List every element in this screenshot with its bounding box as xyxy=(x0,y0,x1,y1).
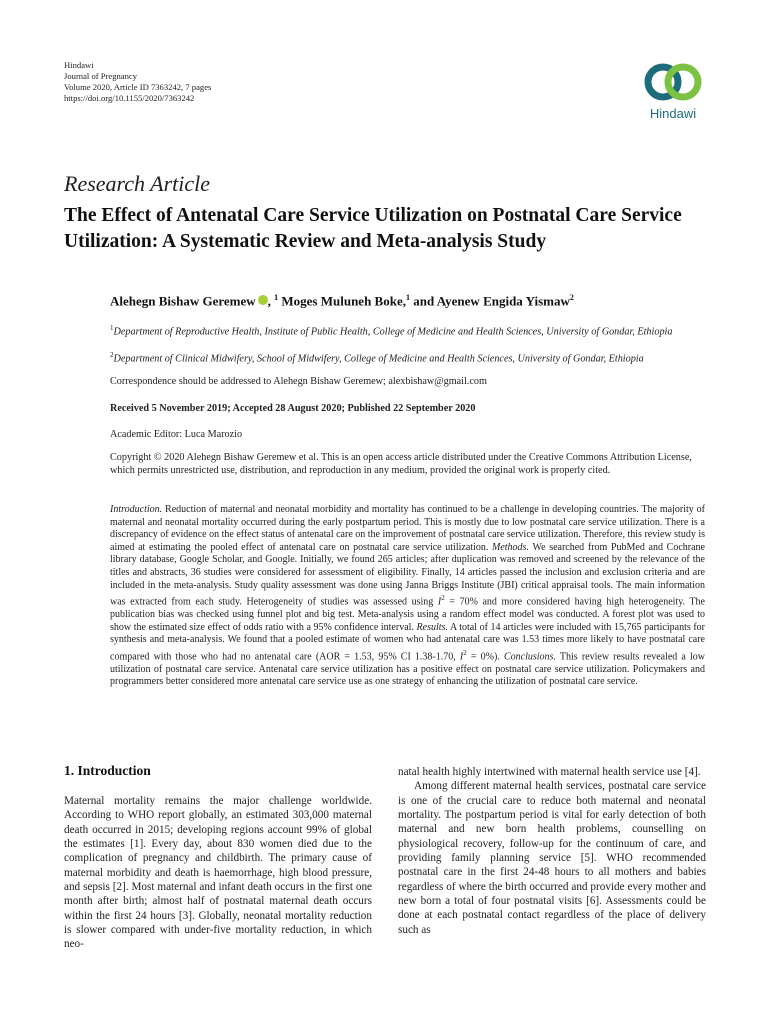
author-affiliation-mark: 1 xyxy=(274,293,279,302)
abstract-label: Results. xyxy=(416,621,448,633)
volume-info: Volume 2020, Article ID 7363242, 7 pages xyxy=(64,82,212,92)
hindawi-logo-icon xyxy=(639,60,707,104)
abstract-text: Reduction of maternal and neonatal morbidity and mortality has continued to be a challenge in developing countries. The majority of maternal and neonatal mortality occurred during the early postpartum period. This is mostly due to low postnatal care service utilization. There is a discrepancy of evidence on the effect status of antenatal care on the improvement of postnatal care service utilization. Therefore, this review study is aimed at estimating the pooled effect of antenatal care on postnatal care service utilization. xyxy=(110,504,705,553)
affiliation xyxy=(110,322,710,338)
abstract-text: = 70% and more considered having high heterogeneity. The publication bias was checked using funnel plot and big test. Meta-analysis using a random effect model was conducted. A forest plot was used to show the estimated size effect of odds ratio with a 95% confidence interval. xyxy=(110,596,706,633)
publisher-logo xyxy=(636,60,710,130)
abstract-label: Introduction. xyxy=(110,504,163,515)
author-separator: and xyxy=(409,293,437,309)
abstract-text: This review results revealed a low utilization of postnatal care service. Antenatal care service utilization has a positive effect on postnatal care service utilization. Policymakers and programmers better considered more antenatal care service use as one strategy of enhancing the utilization of postnatal care service. xyxy=(110,651,706,688)
abstract-text: We searched from PubMed and Cochrane library database, Google Scholar, and Google. Initially, we found 265 articles; after duplication was removed and screened by the relevance of the titles and abstracts, 36 studies were considered for assessment of eligibility. Finally, 14 articles passed the inclusion and exclusion criteria and are included in the meta-analysis. Study quality assessment was done using Janna Briggs Institute (JBI) critical appraisal tools. The main information was extracted from each study. Heterogeneity of studies was assessed using xyxy=(110,541,705,608)
body-paragraph: Maternal mortality remains the major challenge worldwide. According to WHO report globally, an estimated 303,000 maternal death occurred in 2015; developing regions account 99% of global the estimates [1]. Every day, about 830 women died due to the complication of pregnancy and childbirth. The primary cause of maternal morbidity and death is haemorrhage, high blood pressure, and sepsis [2]. Most maternal and infant death occurs in the first one month after birth; almost half of postnatal maternal death occurs within the first 24 hours [3]. Globally, neonatal mortality reduction is slower compared with under-five mortality reduction, in which neo- xyxy=(64,795,372,951)
i-squared-exponent: 2 xyxy=(441,594,445,603)
journal-name: Journal of Pregnancy xyxy=(64,71,138,81)
affiliation xyxy=(110,349,710,365)
journal-header xyxy=(64,60,211,104)
author-name[interactable]: Moges Muluneh Boke, xyxy=(281,293,406,309)
author-name[interactable]: Ayenew Engida Yismaw xyxy=(436,293,570,309)
affiliation-mark: 1 xyxy=(110,324,114,332)
article-title: The Effect of Antenatal Care Service Utilization on Postnatal Care Service Utilization: A Systematic Review and Meta-analysis Study xyxy=(64,205,682,252)
publication-dates: Received 5 November 2019; Accepted 28 August 2020; Published 22 September 2020 xyxy=(110,403,476,414)
logo-wordmark: Hindawi xyxy=(649,106,697,121)
article-type: Research Article xyxy=(64,171,211,196)
body-column-left xyxy=(64,794,372,952)
publisher-name: Hindawi xyxy=(64,60,94,70)
affiliation-text: Department of Clinical Midwifery, School of Midwifery, College of Medicine and Health Sciences, University of Gondar, Ethiopia xyxy=(113,353,644,365)
i-squared-symbol: I xyxy=(459,651,464,663)
body-paragraph: Among different maternal health services, postnatal care service is one of the crucial care to reduce both maternal and neonatal mortality. The postpartum period is vital for early detection of both maternal and new born health problems, counselling on physiological recovery, follow-up for the continuum of care, and providing family planning service [5]. WHO recommended postnatal care in the first 24-48 hours to all mothers and babies regardless of where the birth occurred and provide every mother and new born a total of four postnatal visits [6]. Assessments could be done at each postnatal contact regardless of the place of delivery such as xyxy=(398,780,706,936)
author-name[interactable]: Alehegn Bishaw Geremew xyxy=(110,293,256,309)
i-squared-symbol: I xyxy=(437,596,442,608)
affiliation-text: Department of Reproductive Health, Institute of Public Health, College of Medicine and Health Sciences, University of Gondar, Ethiopia xyxy=(113,326,673,338)
author-affiliation-mark: 2 xyxy=(569,293,574,302)
affiliation-mark: 2 xyxy=(110,351,114,359)
abstract-text: = 0%). xyxy=(466,651,504,663)
orcid-icon[interactable] xyxy=(258,295,268,305)
correspondence: Correspondence should be addressed to Alehegn Bishaw Geremew; alexbishaw@gmail.com xyxy=(110,376,487,387)
copyright-notice: Copyright © 2020 Alehegn Bishaw Geremew et al. This is an open access article distributed under the Creative Commons Attribution License, which permits unrestricted use, distribution, and reproduction in any medium, provided the original work is properly cited. xyxy=(110,452,692,476)
i-squared-exponent: 2 xyxy=(463,648,467,657)
author-list xyxy=(110,293,574,309)
abstract xyxy=(110,504,705,689)
author-separator: , xyxy=(267,293,275,309)
academic-editor: Academic Editor: Luca Marozio xyxy=(110,429,243,440)
abstract-label: Methods. xyxy=(492,541,529,553)
author-affiliation-mark: 1 xyxy=(405,293,410,302)
abstract-text: A total of 14 articles were included with 15,765 participants for synthesis and meta-analysis. We found that a pooled estimate of women who had antenatal care was 1.53 times more likely to have postnatal care compared with those who had no antenatal care (AOR = 1.53, 95% CI 1.38-1.70, xyxy=(110,621,705,663)
section-heading: 1. Introduction xyxy=(64,763,151,778)
body-paragraph: natal health highly intertwined with maternal health service use [4]. xyxy=(398,766,701,778)
body-column-right xyxy=(398,765,706,937)
doi-link[interactable]: https://doi.org/10.1155/2020/7363242 xyxy=(64,93,195,103)
abstract-label: Conclusions. xyxy=(504,651,556,663)
